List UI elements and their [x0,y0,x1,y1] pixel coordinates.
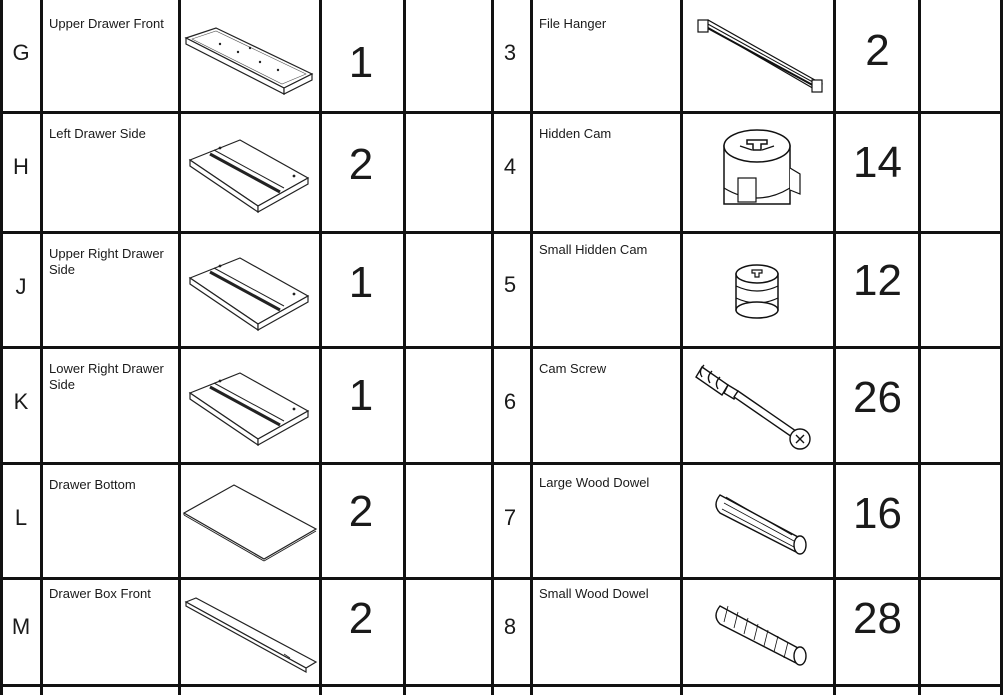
hardware-number: 7 [503,505,517,530]
drawer-bottom-sheet-icon [180,483,318,563]
hardware-number: 4 [503,154,517,179]
hardware-name: Large Wood Dowel [539,475,650,490]
table-row [0,580,1003,684]
row-divider [0,684,1003,687]
part-quantity: 1 [348,371,374,420]
part-letter: L [14,505,28,530]
hardware-number: 8 [503,614,517,639]
table-row [0,0,1003,111]
part-name: Drawer Box Front [49,586,151,601]
cam-screw-icon [682,355,832,455]
part-quantity: 2 [348,594,374,643]
drawer-side-panel-icon [180,369,318,447]
part-letter: K [13,389,29,414]
small-wood-dowel-icon [682,596,832,668]
hardware-number: 3 [503,40,517,65]
table-row [0,349,1003,462]
hardware-quantity: 28 [853,594,902,643]
part-quantity: 1 [348,38,374,87]
part-name: Upper Drawer Front [49,16,164,31]
part-name: Drawer Bottom [49,477,136,492]
table-row [0,114,1003,231]
file-hanger-rail-icon [682,14,832,98]
table-row [0,465,1003,577]
hardware-name: File Hanger [539,16,607,31]
small-hidden-cam-icon [682,264,832,322]
table-row [0,234,1003,346]
part-letter: M [11,614,31,639]
hardware-number: 6 [503,389,517,414]
hardware-quantity: 14 [853,138,902,187]
hardware-quantity: 12 [853,256,902,305]
hardware-name: Hidden Cam [539,126,612,141]
drawer-side-panel-icon [180,254,318,332]
hardware-quantity: 16 [853,489,902,538]
hardware-name: Small Hidden Cam [539,242,648,257]
hardware-name: Cam Screw [539,361,607,376]
part-quantity: 1 [348,258,374,307]
hardware-number: 5 [503,272,517,297]
drawer-front-panel-icon [180,22,318,102]
part-name: Lower Right Drawer Side [49,361,164,392]
part-letter: H [13,154,29,179]
part-letter: J [15,274,27,299]
hardware-name: Small Wood Dowel [539,586,649,601]
hidden-cam-icon [682,128,832,220]
drawer-box-front-strip-icon [180,594,318,674]
hardware-quantity: 2 [865,26,890,75]
part-name: Upper Right Drawer Side [49,246,164,277]
drawer-side-panel-icon [180,136,318,214]
part-quantity: 2 [348,487,374,536]
large-wood-dowel-icon [682,485,832,557]
hardware-quantity: 26 [853,373,902,422]
part-letter: G [12,40,30,65]
part-name: Left Drawer Side [49,126,146,141]
part-quantity: 2 [348,140,374,189]
